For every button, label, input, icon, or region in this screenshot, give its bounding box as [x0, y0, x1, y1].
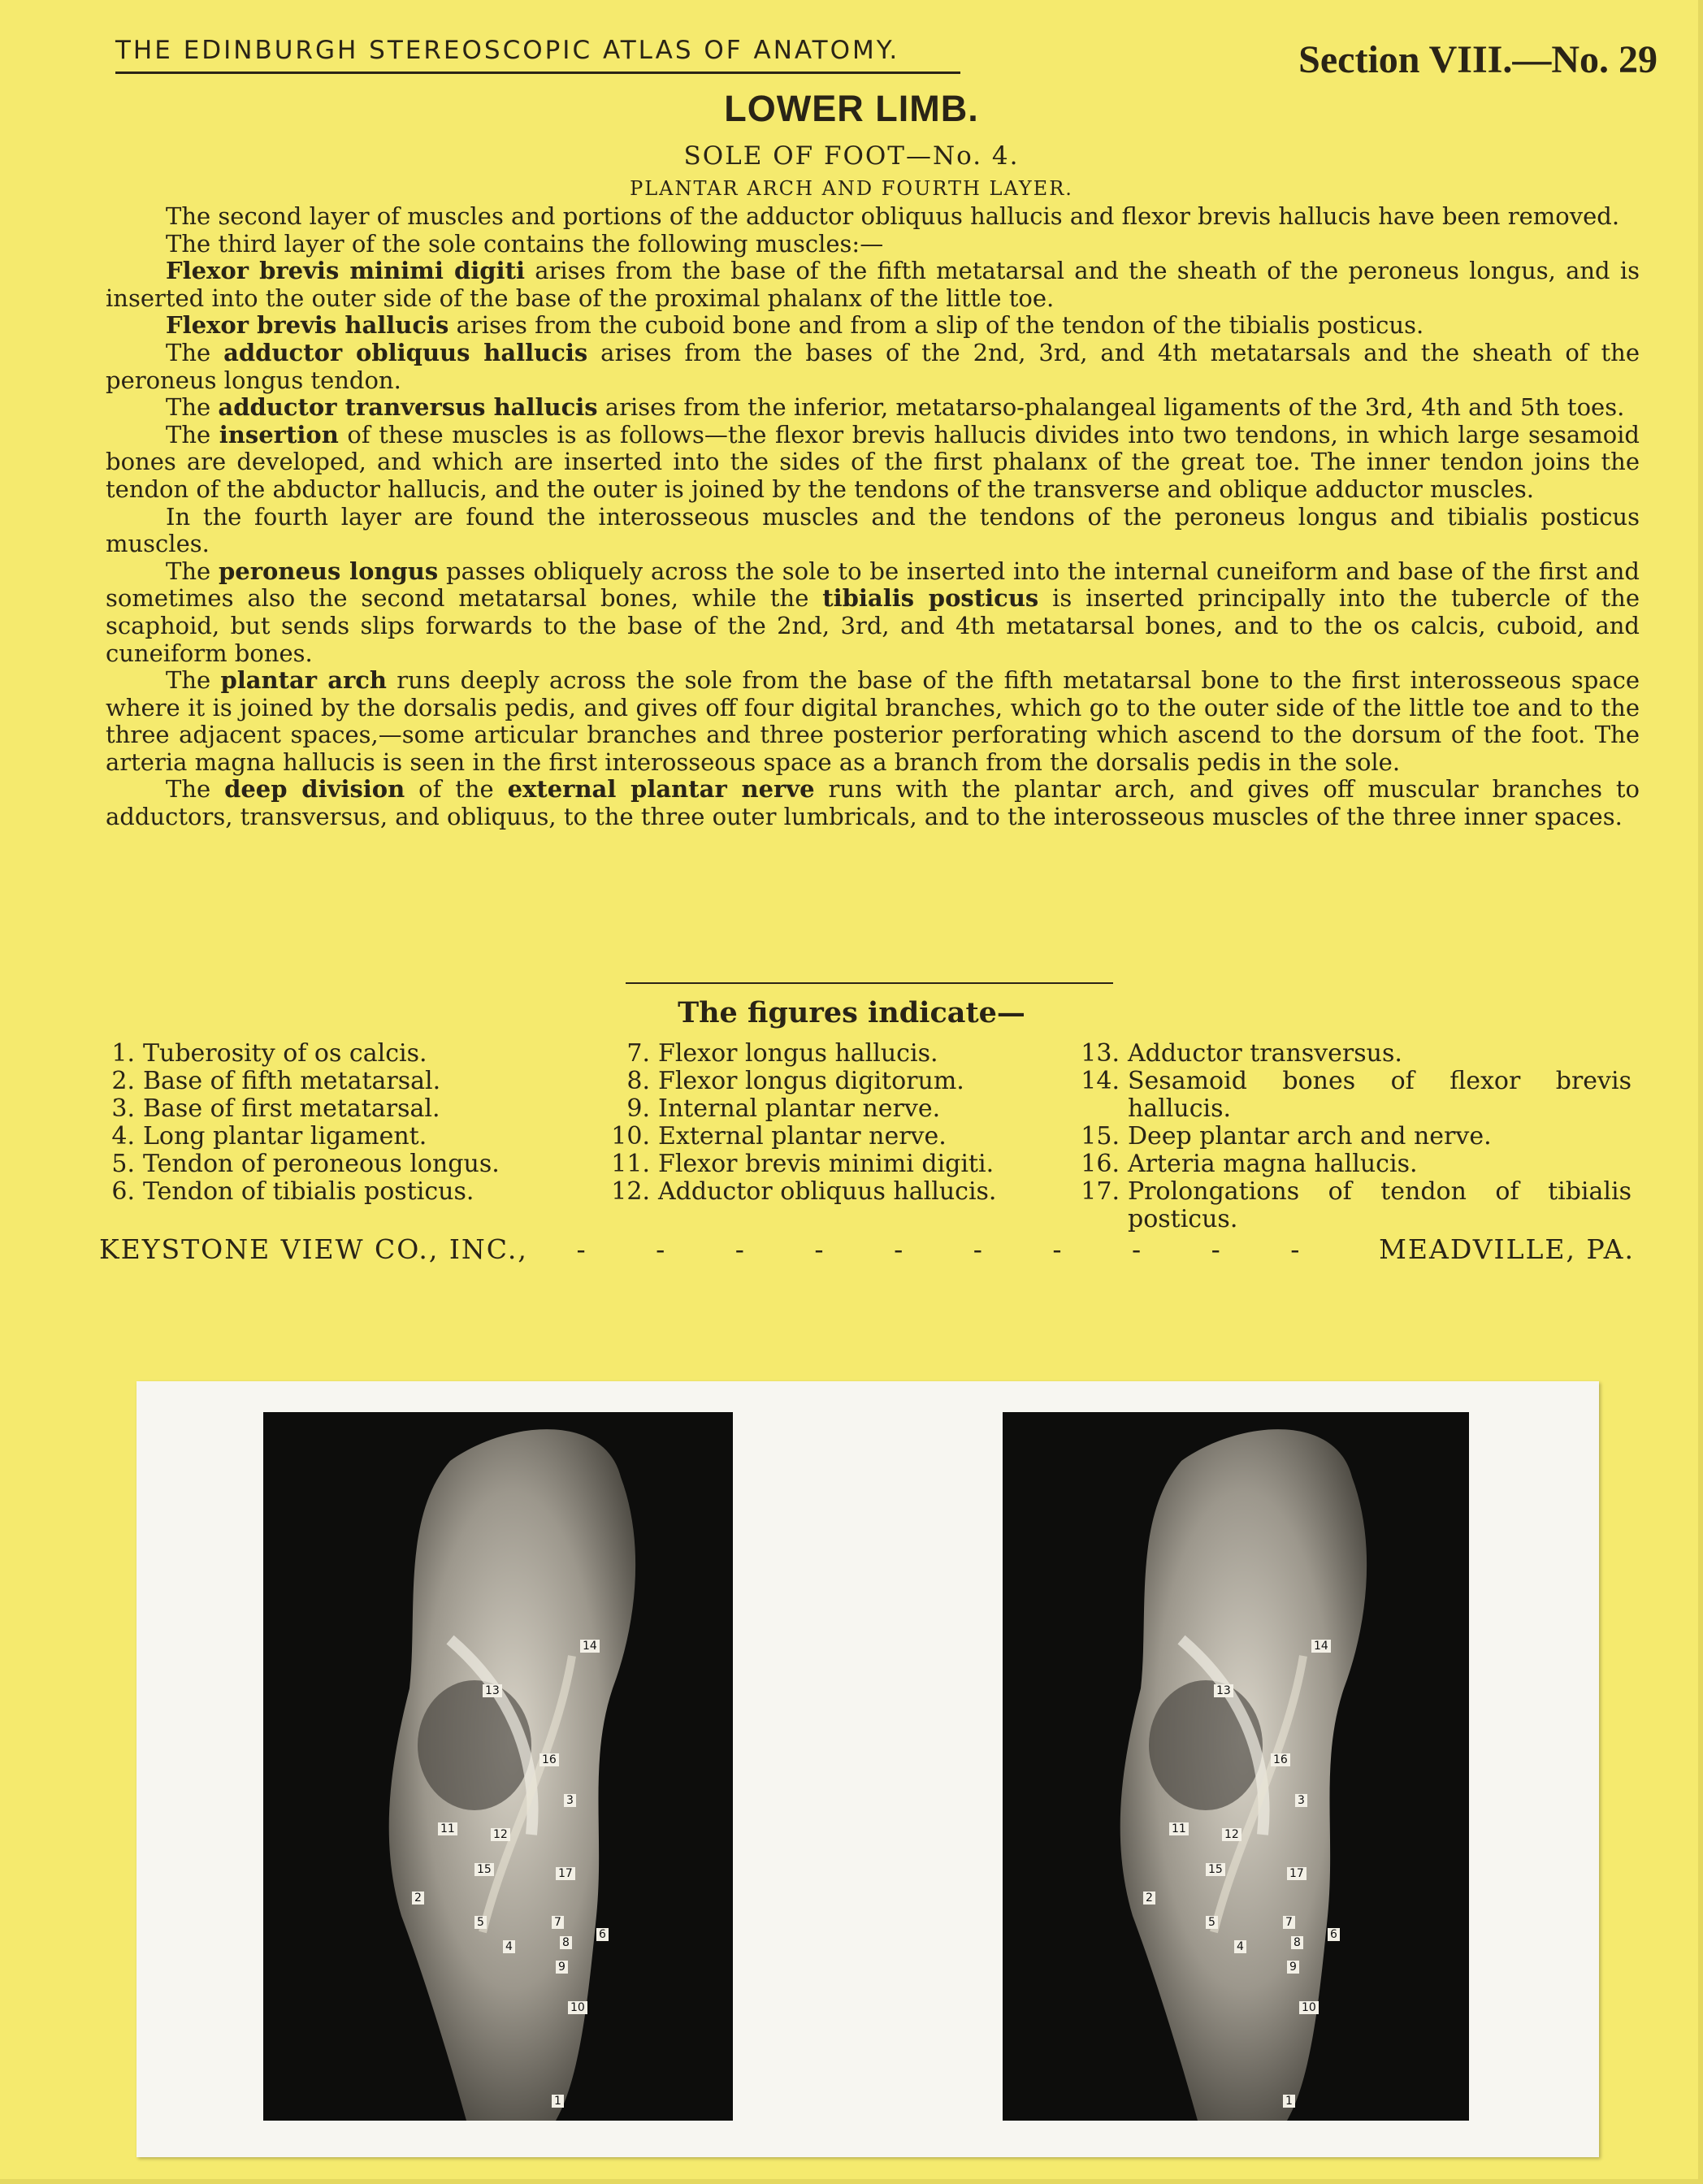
photo-label: 7	[1283, 1916, 1295, 1929]
photo-label: 16	[1271, 1753, 1290, 1766]
foot-dissection-photo-right	[1003, 1412, 1469, 2121]
photo-label: 10	[568, 2001, 587, 2014]
photo-label: 15	[474, 1863, 494, 1876]
paragraph: The adductor tranversus hallucis arises from the inferior, metatarso-phalangeal ligaments of the 3rd, 4th and 5th toes.	[166, 393, 1625, 422]
photo-label: 12	[491, 1828, 510, 1841]
photo-label: 5	[474, 1916, 487, 1929]
legend-item: 9. Internal plantar nerve.	[626, 1094, 941, 1123]
photo-label: 4	[503, 1940, 515, 1953]
legend-column-1	[96, 1040, 567, 1206]
legend-item: 11. Flexor brevis minimi digiti.	[611, 1150, 994, 1178]
photo-label: 8	[1291, 1936, 1303, 1949]
term: plantar arch	[220, 666, 388, 695]
photo-label: 13	[483, 1684, 502, 1697]
series-underline	[115, 72, 960, 74]
paragraph: The third layer of the sole contains the following muscles:—	[166, 229, 884, 258]
term: insertion	[219, 420, 339, 448]
section-number: Section VIII.—No. 29	[1298, 38, 1658, 81]
legend-item: 4. Long plantar ligament.	[111, 1122, 427, 1150]
legend-item: 6. Tendon of tibialis posticus.	[111, 1177, 474, 1206]
photo-label: 1	[1283, 2095, 1295, 2108]
photo-label: 17	[1287, 1867, 1306, 1880]
legend-item: 1. Tuberosity of os calcis.	[111, 1039, 427, 1068]
photo-label: 5	[1206, 1916, 1218, 1929]
photo-label: 9	[556, 1961, 568, 1974]
photo-label: 3	[1295, 1794, 1307, 1807]
photo-label: 15	[1206, 1863, 1225, 1876]
legend-item: 15. Deep plantar arch and nerve.	[1081, 1122, 1492, 1150]
term: Flexor brevis minimi digiti	[166, 257, 525, 285]
legend-item: 10. External plantar nerve.	[611, 1122, 947, 1150]
term: peroneus longus	[219, 557, 439, 585]
legend-item: 3. Base of first metatarsal.	[111, 1094, 440, 1123]
paragraph: The plantar arch runs deeply across the sole from the base of the fifth metatarsal bone to the first interosseous space where it is joined by the dorsalis pedis, and gives off four digital branches, which go to the outer side of the little toe and to the three adjacent spaces,—some articular branches and three posterior perforating which ascend to the dorsum of the foot. The arteria magna hallucis is seen in the first interosseous space as a branch from the dorsalis pedis in the sole.	[106, 666, 1640, 776]
photo-label: 14	[1311, 1640, 1331, 1653]
stereo-photo-right	[1003, 1412, 1469, 2121]
paragraph: The deep division of the external plantar nerve runs with the plantar arch, and gives off muscular branches to adductors, transversus, and obliquus, to the three outer lumbricals, and to the interosseous muscles of the three inner spaces.	[106, 775, 1640, 831]
photo-label: 6	[596, 1928, 609, 1941]
publisher-location: MEADVILLE, PA.	[1379, 1233, 1635, 1265]
publisher-name: KEYSTONE VIEW CO., INC.,	[99, 1233, 528, 1265]
photo-label: 17	[556, 1867, 575, 1880]
legend-item: 7. Flexor longus hallucis.	[626, 1039, 938, 1068]
paragraph: The insertion of these muscles is as follows—the flexor brevis hallucis divides into two tendons, in which large sesamoid bones are developed, and which are inserted into the sides of the first phalanx of the great toe. The inner tendon joins the tendon of the abductor hallucis, and the outer is joined by the tendons of the transverse and oblique adductor muscles.	[106, 420, 1640, 503]
legend-item: 14. Sesamoid bones of flexor brevis hallucis.	[1081, 1067, 1632, 1123]
legend-item: 5. Tendon of peroneous longus.	[111, 1150, 500, 1178]
paragraph: The second layer of muscles and portions of the adductor obliquus hallucis and flexor brevis hallucis have been removed.	[166, 202, 1620, 230]
paragraph: Flexor brevis minimi digiti arises from the base of the fifth metatarsal and the sheath of the peroneus longus, and is inserted into the outer side of the base of the proximal phalanx of the little toe.	[106, 257, 1640, 312]
term: adductor obliquus hallucis	[223, 338, 588, 366]
photo-label: 9	[1287, 1961, 1299, 1974]
page-title: LOWER LIMB.	[724, 88, 979, 129]
foot-dissection-photo-left	[263, 1412, 733, 2121]
legend-item: 8. Flexor longus digitorum.	[626, 1067, 964, 1095]
photo-label: 4	[1234, 1940, 1246, 1953]
page-subtitle: SOLE OF FOOT—No. 4.	[683, 141, 1020, 171]
term: external plantar nerve	[507, 775, 815, 804]
photo-label: 16	[540, 1753, 559, 1766]
legend-item: 16. Arteria magna hallucis.	[1081, 1150, 1418, 1178]
photo-label: 2	[412, 1892, 424, 1904]
photo-label: 2	[1143, 1892, 1155, 1904]
paragraph: The peroneus longus passes obliquely across the sole to be inserted into the internal cuneiform and base of the first and sometimes also the second metatarsal bones, while the tibialis posticus is inserted principally into the tubercle of the scaphoid, but sends slips forwards to the base of the 2nd, 3rd, and 4th metatarsal bones, and to the os calcis, cuboid, and cuneiform bones.	[106, 557, 1640, 667]
photo-label: 12	[1222, 1828, 1242, 1841]
term: deep division	[224, 775, 405, 804]
photo-label: 7	[552, 1916, 564, 1929]
paragraph: In the fourth layer are found the interosseous muscles and the tendons of the peroneus longus and tibialis posticus muscles.	[106, 502, 1640, 558]
section-divider	[626, 982, 1113, 984]
photo-label: 13	[1214, 1684, 1233, 1697]
stereo-photo-left	[263, 1412, 733, 2121]
legend-column-2	[600, 1040, 1055, 1206]
photo-label: 6	[1328, 1928, 1340, 1941]
term: adductor tranversus hallucis	[218, 393, 598, 422]
term: Flexor brevis hallucis	[166, 311, 449, 340]
photo-label: 10	[1299, 2001, 1319, 2014]
paragraph: The adductor obliquus hallucis arises from the bases of the 2nd, 3rd, and 4th metatarsals and the sheath of the peroneus longus tendon.	[106, 338, 1640, 394]
paragraph: Flexor brevis hallucis arises from the cuboid bone and from a slip of the tendon of the tibialis posticus.	[166, 311, 1424, 340]
photo-label: 14	[580, 1640, 600, 1653]
footer-dashes: - - - - - - - - - -	[576, 1233, 1331, 1265]
photo-label: 8	[560, 1936, 572, 1949]
legend-item: 2. Base of fifth metatarsal.	[111, 1067, 441, 1095]
description-text	[106, 203, 1640, 831]
legend-column-3	[1064, 1040, 1641, 1233]
legend-item: 12. Adductor obliquus hallucis.	[611, 1177, 997, 1206]
legend-item: 17. Prolongations of tendon of tibialis posticus.	[1081, 1177, 1632, 1233]
figures-heading: The figures indicate—	[678, 996, 1025, 1029]
legend-item: 13. Adductor transversus.	[1081, 1039, 1402, 1068]
term: tibialis posticus	[822, 584, 1039, 613]
stereo-photo-mount	[136, 1381, 1599, 2157]
series-title: THE EDINBURGH STEREOSCOPIC ATLAS OF ANATOMY.	[115, 36, 900, 65]
photo-label: 11	[438, 1822, 457, 1835]
photo-label: 11	[1169, 1822, 1189, 1835]
publisher-footer	[99, 1233, 1635, 1265]
photo-label: 3	[564, 1794, 576, 1807]
page-subsubtitle: PLANTAR ARCH AND FOURTH LAYER.	[630, 177, 1073, 200]
photo-label: 1	[552, 2095, 564, 2108]
